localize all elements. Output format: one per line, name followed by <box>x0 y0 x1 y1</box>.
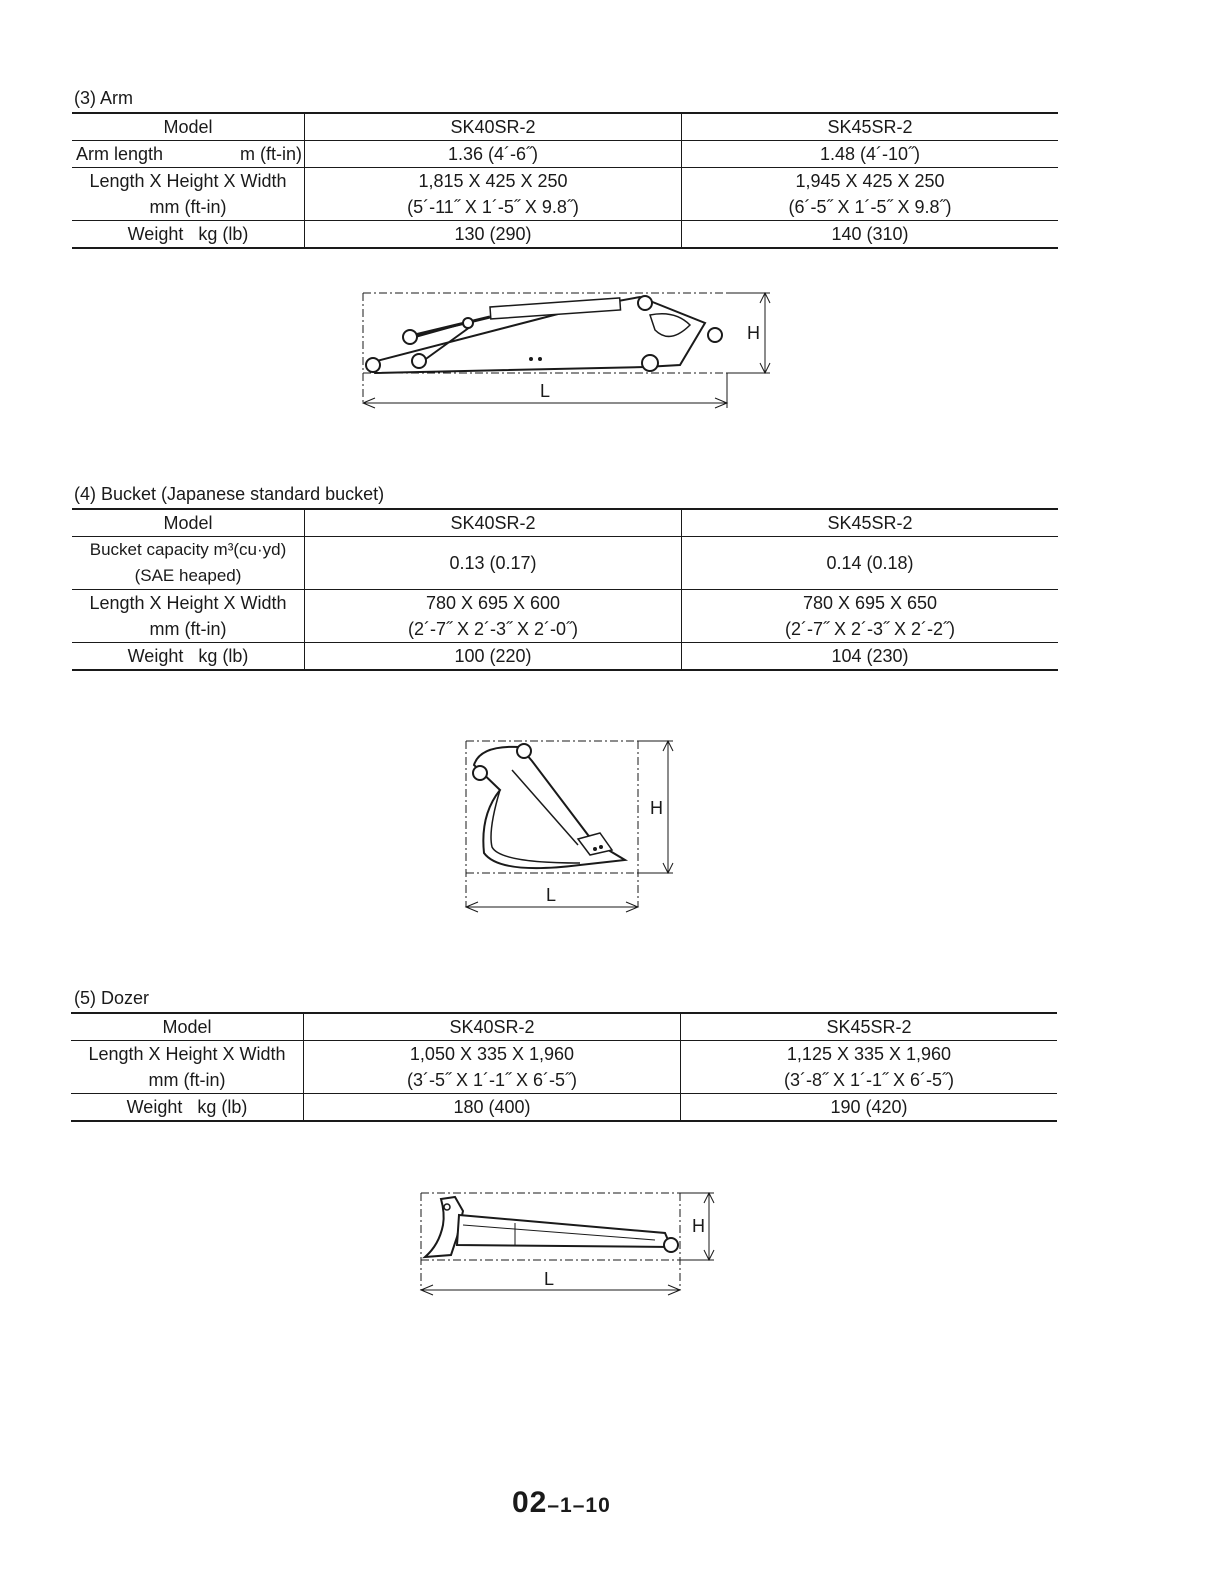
model-sk45-header: SK45SR-2 <box>681 1013 1058 1041</box>
weight-label: Weight kg (lb) <box>72 643 305 671</box>
bucket-spec-table <box>72 508 1058 671</box>
arm-section-title: (3) Arm <box>74 88 134 108</box>
dimensions-label: Length X Height X Width mm (ft-in) <box>72 168 305 221</box>
bucket-h-label: H <box>650 798 663 818</box>
arm-length-sk40: 1.36 (4´-6˝) <box>305 141 682 168</box>
dozer-l-label: L <box>544 1269 555 1289</box>
dozer-h-label: H <box>692 1216 705 1236</box>
weight-label: Weight kg (lb) <box>72 221 305 249</box>
dozer-diagram <box>415 1185 720 1300</box>
model-sk45-header: SK45SR-2 <box>682 113 1059 141</box>
model-header: Model <box>72 509 305 537</box>
model-sk40-header: SK40SR-2 <box>305 113 682 141</box>
model-header: Model <box>71 1013 304 1041</box>
dimensions-label: Length X Height X Width mm (ft-in) <box>72 590 305 643</box>
bucket-section-title: (4) Bucket (Japanese standard bucket) <box>74 484 385 504</box>
dimensions-sk45: 1,125 X 335 X 1,960 (3´-8˝ X 1´-1˝ X 6´-5˝) <box>681 1041 1058 1094</box>
arm-h-label: H <box>747 323 760 343</box>
weight-sk45: 104 (230) <box>682 643 1059 671</box>
model-header: Model <box>72 113 305 141</box>
weight-sk40: 180 (400) <box>304 1094 681 1122</box>
weight-sk45: 190 (420) <box>681 1094 1058 1122</box>
arm-length-label: Arm length m (ft-in) <box>72 141 305 168</box>
dimensions-label: Length X Height X Width mm (ft-in) <box>71 1041 304 1094</box>
dozer-spec-table <box>71 1012 1057 1122</box>
arm-diagram <box>355 285 775 410</box>
table-row <box>71 1094 1057 1122</box>
capacity-sk45: 0.14 (0.18) <box>682 537 1059 590</box>
table-row <box>72 643 1058 671</box>
table-row <box>72 113 1058 141</box>
weight-label: Weight kg (lb) <box>71 1094 304 1122</box>
arm-spec-table <box>72 112 1058 249</box>
table-row <box>72 537 1058 590</box>
bucket-diagram <box>460 735 680 915</box>
model-sk40-header: SK40SR-2 <box>305 509 682 537</box>
table-row <box>72 221 1058 249</box>
page-number: 02–1–10 <box>512 1486 611 1519</box>
weight-sk40: 130 (290) <box>305 221 682 249</box>
table-row <box>72 168 1058 221</box>
capacity-label: Bucket capacity m³(cu·yd) (SAE heaped) <box>72 537 305 590</box>
dimensions-sk40: 780 X 695 X 600 (2´-7˝ X 2´-3˝ X 2´-0˝) <box>305 590 682 643</box>
model-sk45-header: SK45SR-2 <box>682 509 1059 537</box>
arm-l-label: L <box>540 381 551 401</box>
dimensions-sk40: 1,815 X 425 X 250 (5´-11˝ X 1´-5˝ X 9.8˝) <box>305 168 682 221</box>
dimensions-sk45: 1,945 X 425 X 250 (6´-5˝ X 1´-5˝ X 9.8˝) <box>682 168 1059 221</box>
dimensions-sk40: 1,050 X 335 X 1,960 (3´-5˝ X 1´-1˝ X 6´-5˝) <box>304 1041 681 1094</box>
arm-length-sk45: 1.48 (4´-10˝) <box>682 141 1059 168</box>
weight-sk40: 100 (220) <box>305 643 682 671</box>
table-row <box>72 509 1058 537</box>
model-sk40-header: SK40SR-2 <box>304 1013 681 1041</box>
dozer-section-title: (5) Dozer <box>74 988 150 1008</box>
table-row <box>72 141 1058 168</box>
dimensions-sk45: 780 X 695 X 650 (2´-7˝ X 2´-3˝ X 2´-2˝) <box>682 590 1059 643</box>
table-row <box>72 590 1058 643</box>
capacity-sk40: 0.13 (0.17) <box>305 537 682 590</box>
table-row <box>71 1013 1057 1041</box>
weight-sk45: 140 (310) <box>682 221 1059 249</box>
bucket-l-label: L <box>546 885 557 905</box>
table-row <box>71 1041 1057 1094</box>
